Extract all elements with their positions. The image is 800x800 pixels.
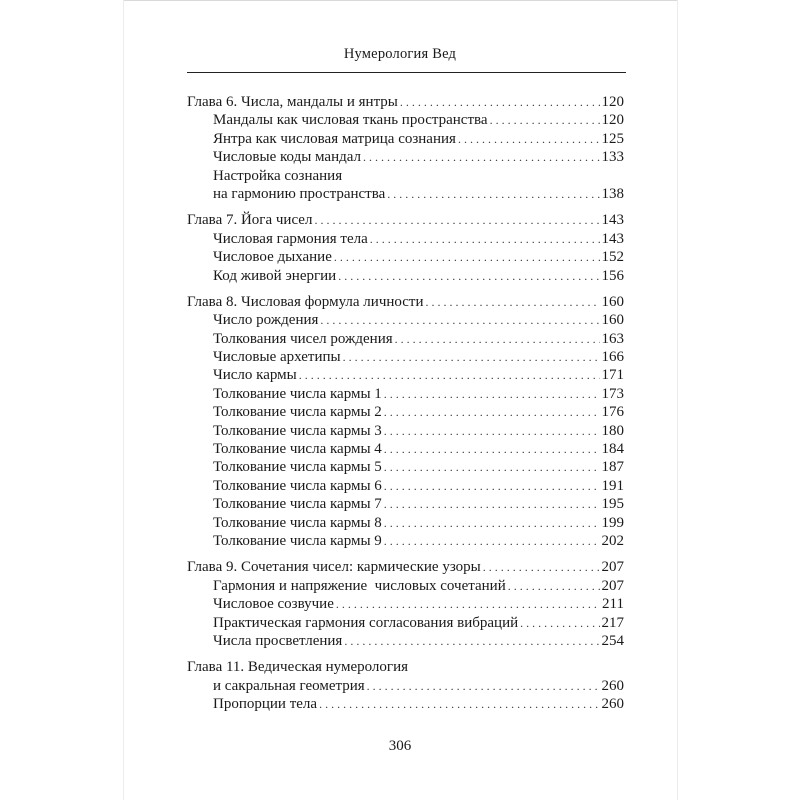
toc-entry-line-1[interactable] bbox=[187, 167, 624, 185]
page-number: 260 bbox=[601, 677, 624, 694]
page-number: 254 bbox=[601, 632, 624, 649]
toc-chapter-heading-line-1[interactable] bbox=[187, 658, 624, 676]
header-rule bbox=[187, 72, 626, 73]
chapter-title: Глава 11. Ведическая нумерология bbox=[187, 659, 408, 676]
toc-entry[interactable] bbox=[187, 514, 624, 532]
dot-leader bbox=[320, 311, 599, 329]
entry-title: Толкование числа кармы 9 bbox=[213, 532, 382, 549]
entry-title: Толкование числа кармы 7 bbox=[213, 496, 382, 513]
entry-title: Числовые архетипы bbox=[213, 349, 341, 366]
page-number: 207 bbox=[601, 559, 624, 576]
entry-title: Настройка сознания bbox=[213, 167, 343, 184]
toc-entry[interactable] bbox=[187, 458, 624, 476]
toc-chapter-6 bbox=[187, 93, 624, 203]
entry-title: Толкование числа кармы 6 bbox=[213, 477, 382, 494]
page-number: 152 bbox=[601, 249, 624, 266]
toc-entry[interactable] bbox=[187, 366, 624, 384]
toc-entry[interactable] bbox=[187, 385, 624, 403]
entry-title: Числовое созвучие bbox=[213, 596, 334, 613]
page-folio-number: 306 bbox=[388, 738, 412, 754]
toc-entry[interactable] bbox=[187, 311, 624, 329]
toc-entry[interactable] bbox=[187, 148, 624, 166]
dot-leader bbox=[483, 558, 600, 576]
toc-entry[interactable] bbox=[187, 632, 624, 650]
page-number: 211 bbox=[602, 596, 624, 613]
dot-leader bbox=[384, 403, 600, 421]
page-number: 171 bbox=[601, 367, 624, 384]
page-number: 195 bbox=[601, 496, 624, 513]
page-number: 217 bbox=[601, 614, 624, 631]
page-number: 163 bbox=[601, 330, 624, 347]
toc-entry[interactable] bbox=[187, 248, 624, 266]
toc-entry[interactable] bbox=[187, 130, 624, 148]
entry-title: Толкование числа кармы 5 bbox=[213, 459, 382, 476]
page-number: 125 bbox=[601, 130, 624, 147]
page-number: 120 bbox=[601, 112, 624, 129]
toc-entry[interactable] bbox=[187, 495, 624, 513]
dot-leader bbox=[384, 440, 600, 458]
dot-leader bbox=[384, 385, 600, 403]
entry-title: Толкование числа кармы 1 bbox=[213, 385, 382, 402]
page-number: 180 bbox=[601, 422, 624, 439]
dot-leader bbox=[490, 111, 600, 129]
dot-leader bbox=[384, 532, 600, 550]
page-frame-top bbox=[123, 0, 677, 1]
toc-chapter-heading[interactable] bbox=[187, 211, 624, 229]
toc-entry[interactable] bbox=[187, 477, 624, 495]
entry-title: Число рождения bbox=[213, 312, 319, 329]
entry-title: Число кармы bbox=[213, 367, 297, 384]
entry-title: Практическая гармония согласования вибраций bbox=[213, 614, 519, 631]
page-number: 160 bbox=[601, 293, 624, 310]
dot-leader bbox=[520, 614, 599, 632]
toc-chapter-8 bbox=[187, 293, 624, 550]
page-number: 143 bbox=[601, 230, 624, 247]
chapter-title-continued: и сакральная геометрия bbox=[213, 677, 365, 694]
page-number: 191 bbox=[601, 477, 624, 494]
page-number: 160 bbox=[601, 312, 624, 329]
dot-leader bbox=[508, 577, 600, 595]
page-number: 207 bbox=[601, 577, 624, 594]
entry-title: Гармония и напряжение числовых сочетаний bbox=[213, 577, 506, 594]
entry-title: Мандалы как числовая ткань пространства bbox=[213, 112, 488, 129]
toc-chapter-9 bbox=[187, 558, 624, 650]
table-of-contents bbox=[187, 93, 624, 722]
toc-entry[interactable] bbox=[187, 577, 624, 595]
entry-title: Толкования чисел рождения bbox=[213, 330, 393, 347]
page-number: 166 bbox=[601, 349, 624, 366]
dot-leader bbox=[314, 211, 599, 229]
entry-title: Толкование числа кармы 2 bbox=[213, 404, 382, 421]
page-number: 133 bbox=[601, 149, 624, 166]
dot-leader bbox=[384, 458, 600, 476]
running-head: Нумерология Вед bbox=[343, 46, 457, 62]
page-number: 173 bbox=[601, 385, 624, 402]
toc-chapter-heading[interactable] bbox=[187, 293, 624, 311]
toc-entry[interactable] bbox=[187, 230, 624, 248]
dot-leader bbox=[426, 293, 600, 311]
entry-title: Пропорции тела bbox=[213, 696, 318, 713]
dot-leader bbox=[343, 348, 600, 366]
page-number: 156 bbox=[601, 267, 624, 284]
entry-title: Числовые коды мандал bbox=[213, 149, 362, 166]
dot-leader bbox=[384, 495, 600, 513]
toc-entry[interactable] bbox=[187, 595, 624, 613]
page-number: 176 bbox=[601, 404, 624, 421]
dot-leader bbox=[458, 130, 600, 148]
entry-title: Толкование числа кармы 4 bbox=[213, 441, 382, 458]
toc-entry[interactable] bbox=[187, 422, 624, 440]
toc-chapter-heading[interactable] bbox=[187, 93, 624, 111]
toc-entry[interactable] bbox=[187, 614, 624, 632]
dot-leader bbox=[384, 514, 600, 532]
toc-entry[interactable] bbox=[187, 267, 624, 285]
dot-leader bbox=[384, 422, 600, 440]
entry-title: Числовое дыхание bbox=[213, 249, 332, 266]
dot-leader bbox=[334, 248, 600, 266]
toc-entry[interactable] bbox=[187, 532, 624, 550]
page-frame-left bbox=[123, 0, 124, 800]
entry-title: Числа просветления bbox=[213, 632, 343, 649]
dot-leader bbox=[387, 185, 599, 203]
page-number: 143 bbox=[601, 212, 624, 229]
toc-entry[interactable] bbox=[187, 403, 624, 421]
page-frame-right bbox=[677, 0, 678, 800]
entry-title: Числовая гармония тела bbox=[213, 230, 368, 247]
toc-entry[interactable] bbox=[187, 330, 624, 348]
dot-leader bbox=[299, 366, 600, 384]
page-number: 187 bbox=[601, 459, 624, 476]
chapter-title: Глава 8. Числовая формула личности bbox=[187, 293, 424, 310]
dot-leader bbox=[363, 148, 599, 166]
page-number: 199 bbox=[601, 514, 624, 531]
page-number: 260 bbox=[601, 696, 624, 713]
toc-chapter-11 bbox=[187, 658, 624, 713]
page-number: 138 bbox=[601, 185, 624, 202]
dot-leader bbox=[319, 695, 599, 713]
entry-title-continued: на гармонию пространства bbox=[213, 185, 386, 202]
entry-title: Янтра как числовая матрица сознания bbox=[213, 130, 456, 147]
page-number: 202 bbox=[601, 532, 624, 549]
toc-chapter-7 bbox=[187, 211, 624, 285]
page-number: 184 bbox=[601, 441, 624, 458]
toc-entry[interactable] bbox=[187, 440, 624, 458]
chapter-title: Глава 6. Числа, мандалы и янтры bbox=[187, 94, 398, 110]
entry-title: Код живой энергии bbox=[213, 267, 337, 284]
dot-leader bbox=[336, 595, 600, 613]
dot-leader bbox=[400, 93, 600, 111]
dot-leader bbox=[344, 632, 599, 650]
page-number: 120 bbox=[601, 94, 624, 110]
dot-leader bbox=[384, 477, 600, 495]
toc-chapter-heading-line-2[interactable] bbox=[187, 677, 624, 695]
dot-leader bbox=[395, 330, 600, 348]
dot-leader bbox=[367, 677, 600, 695]
toc-entry[interactable] bbox=[187, 348, 624, 366]
chapter-title: Глава 7. Йога чисел bbox=[187, 212, 313, 229]
toc-entry[interactable] bbox=[187, 695, 624, 713]
chapter-title: Глава 9. Сочетания чисел: кармические узоры bbox=[187, 559, 481, 576]
entry-title: Толкование числа кармы 8 bbox=[213, 514, 382, 531]
toc-entry[interactable] bbox=[187, 111, 624, 129]
entry-title: Толкование числа кармы 3 bbox=[213, 422, 382, 439]
dot-leader bbox=[370, 230, 600, 248]
toc-chapter-heading[interactable] bbox=[187, 558, 624, 576]
toc-entry-line-2[interactable] bbox=[187, 185, 624, 203]
dot-leader bbox=[338, 267, 599, 285]
